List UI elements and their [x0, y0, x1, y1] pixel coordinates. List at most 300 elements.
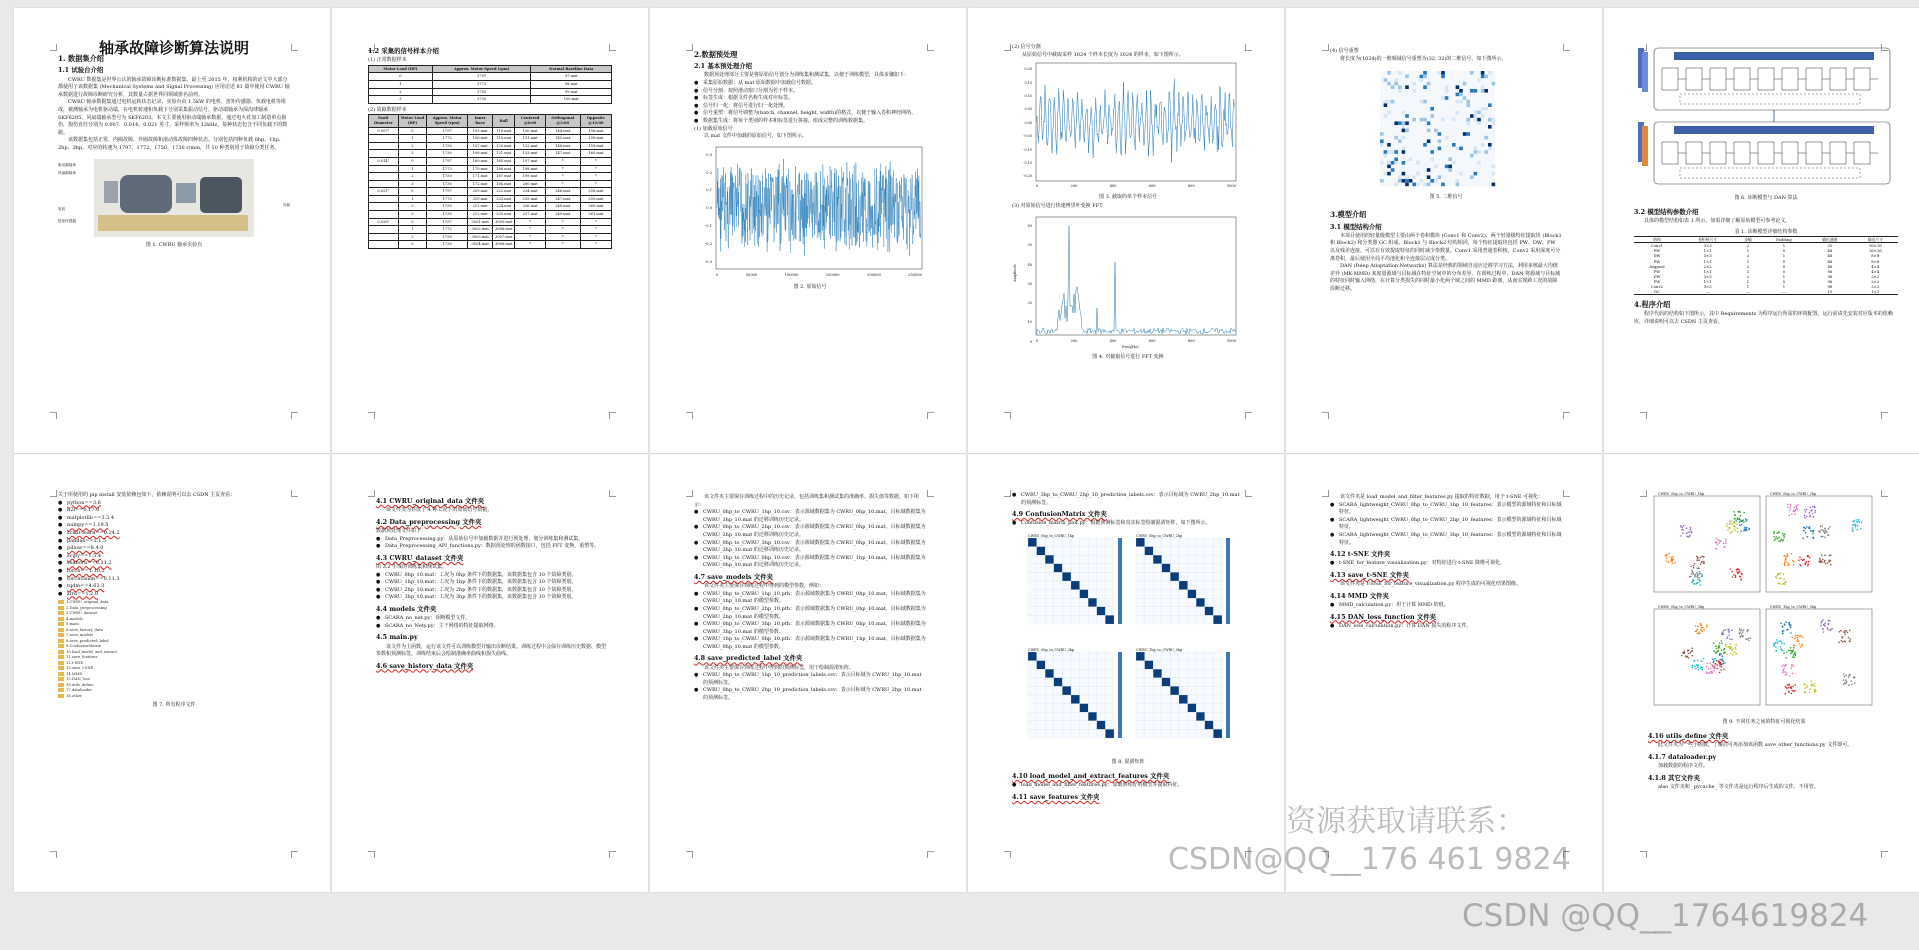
segment-signal-chart	[1012, 59, 1244, 191]
matrix-cell	[1037, 572, 1046, 581]
heatmap-cell	[1402, 172, 1406, 176]
list-item: ● 信号重塑：将信号调整为(batch, channel, height, width)的格式，以便于输入卷积神经网络。	[694, 110, 926, 118]
matrix-cell	[1170, 564, 1179, 573]
matrix-cell	[1037, 564, 1046, 573]
layer-block	[1806, 68, 1822, 90]
heatmap-cell	[1412, 183, 1416, 187]
heatmap-cell	[1466, 132, 1470, 136]
scatter-point	[1743, 522, 1745, 524]
scatter-point	[1735, 644, 1737, 646]
document-page-4[interactable]	[968, 8, 1284, 453]
scatter-point	[1855, 526, 1857, 528]
scatter-point	[1715, 537, 1717, 539]
matrix-cell	[1188, 564, 1197, 573]
heatmap-cell	[1459, 100, 1463, 104]
scatter-point	[1729, 568, 1731, 570]
folder-item[interactable]: 12.t-SNE	[58, 661, 290, 667]
table-header: Padding	[1761, 237, 1808, 243]
matrix-cell	[1097, 729, 1106, 738]
matrix-cell	[1045, 678, 1054, 687]
folder-item[interactable]: 15.DAN_loss	[58, 677, 290, 683]
scatter-point	[1721, 666, 1723, 668]
scatter-point	[1807, 536, 1809, 538]
heatmap-cell	[1463, 132, 1467, 136]
scatter-point	[1745, 529, 1747, 531]
subheading: (4) 信号重塑	[1330, 48, 1359, 54]
matrix-cell	[1179, 547, 1188, 556]
document-page-7[interactable]	[14, 454, 330, 892]
folder-item[interactable]: 11.save_features	[58, 655, 290, 661]
matrix-cell	[1136, 590, 1145, 599]
matrix-cell	[1179, 607, 1188, 616]
heatmap-cell	[1380, 179, 1384, 183]
matrix-cell	[1088, 686, 1097, 695]
scatter-point	[1809, 692, 1811, 694]
folder-item[interactable]: 13.save_t-SNE	[58, 666, 290, 672]
scatter-point	[1852, 521, 1854, 523]
scatter-point	[1696, 664, 1698, 666]
document-page-12[interactable]	[1604, 454, 1919, 892]
scatter-point	[1742, 635, 1744, 637]
scatter-point	[1665, 558, 1667, 560]
scatter-point	[1730, 653, 1732, 655]
scatter-point	[1692, 667, 1694, 669]
matrix-cell	[1179, 564, 1188, 573]
matrix-cell	[1205, 669, 1214, 678]
folder-item[interactable]: 2.Data_preprocessing	[58, 606, 290, 612]
matrix-cell	[1162, 590, 1171, 599]
paragraph: 从原始信号中截取采样 1024 个样本长度为 1024 的样本，如下图所示。	[1022, 51, 1184, 58]
matrix-cell	[1080, 729, 1089, 738]
layer-block	[1686, 68, 1702, 90]
heatmap-cell	[1477, 78, 1481, 82]
document-page-1[interactable]	[14, 8, 330, 453]
scatter-point	[1781, 649, 1783, 651]
matrix-cell	[1179, 572, 1188, 581]
scatter-point	[1814, 685, 1816, 687]
matrix-cell	[1071, 564, 1080, 573]
list-item: ● d2l==0.17.0	[58, 507, 290, 515]
scatter-point	[1803, 527, 1805, 529]
label-load: 负载	[282, 202, 290, 207]
matrix-cell	[1080, 652, 1089, 661]
x-axis-label: Freq(Hz)	[1122, 344, 1139, 349]
heading: 4.程序介绍	[1634, 300, 1671, 310]
scatter-point	[1706, 624, 1708, 626]
scatter-point	[1775, 536, 1777, 538]
scatter-point	[1731, 521, 1733, 523]
heading: 4.13 save_t-SNE 文件夹	[1330, 570, 1409, 579]
scatter-point	[1722, 631, 1724, 633]
scatter-point	[1811, 683, 1813, 685]
heatmap-cell	[1412, 176, 1416, 180]
heatmap-cell	[1477, 111, 1481, 115]
scatter-point	[1700, 573, 1702, 575]
folder-item[interactable]: 14.MMD	[58, 672, 290, 678]
scatter-point	[1703, 561, 1705, 563]
folder-icon	[58, 672, 64, 676]
scatter-point	[1696, 559, 1698, 561]
matrix-cell	[1088, 712, 1097, 721]
matrix-cell	[1145, 598, 1154, 607]
matrix-cell	[1062, 669, 1071, 678]
heading: 4.4 models 文件夹	[376, 604, 437, 613]
matrix-cell	[1188, 607, 1197, 616]
folder-item[interactable]: 6.save_history_data	[58, 628, 290, 634]
paragraph: DAN (Deep Adaptation Networks) 算法是经典的领域自适应迁移学习方法，利用多核最大均值差异 (MK-MMD) 来度量源域与目标域在特征空间中的分布差异。在训练过程中，DAN 将源域与目标域的特征同时输入网络，在计算分类损失的同时最小化两个域之间的 MMD 距离，从而实现跨工况的故障诊断迁移。	[1330, 263, 1561, 292]
matrix-cell	[1028, 581, 1037, 590]
heatmap-cell	[1459, 147, 1463, 151]
matrix-cell	[1153, 721, 1162, 730]
scatter-point	[1713, 670, 1715, 672]
matrix-cell	[1196, 712, 1205, 721]
scatter-point	[1802, 636, 1804, 638]
heading: 3.模型介绍	[1330, 210, 1367, 220]
document-page-2[interactable]	[332, 8, 648, 453]
x-axis-ticks: 0 200 400 600 800 1000	[1036, 184, 1236, 189]
matrix-cell	[1196, 598, 1205, 607]
heatmap-cell	[1474, 172, 1478, 176]
scatter-point	[1822, 559, 1824, 561]
scatter-point	[1793, 564, 1795, 566]
y-axis-label: Amplitude	[1012, 264, 1017, 282]
matrix-cell	[1153, 669, 1162, 678]
scatter-point	[1734, 522, 1736, 524]
scatter-point	[1692, 571, 1694, 573]
scatter-point	[1721, 640, 1723, 642]
matrix-cell	[1028, 695, 1037, 704]
heading: 4.1 CWRU_original_data 文件夹	[376, 497, 485, 505]
matrix-cell	[1170, 615, 1179, 624]
matrix-cell	[1054, 555, 1063, 564]
matrix-cell	[1162, 686, 1171, 695]
heatmap-cell	[1398, 179, 1402, 183]
matrix-cell	[1105, 615, 1114, 624]
folder-icon	[58, 600, 64, 604]
scatter-point	[1725, 541, 1727, 543]
scatter-point	[1746, 519, 1748, 521]
matrix-cell	[1179, 615, 1188, 624]
heatmap-cell	[1427, 176, 1431, 180]
scatter-point	[1719, 672, 1721, 674]
matrix-cell	[1196, 547, 1205, 556]
folder-item[interactable]: 8.save_predicted_label	[58, 639, 290, 645]
heatmap-cell	[1466, 104, 1470, 108]
scatter-point	[1783, 573, 1785, 575]
scatter-point	[1743, 530, 1745, 532]
heatmap-cell	[1409, 158, 1413, 162]
paragraph: 加载数据的程序文件。	[1658, 763, 1709, 770]
document-page-5[interactable]	[1286, 8, 1602, 453]
scatter-point	[1717, 544, 1719, 546]
scatter-point	[1700, 667, 1702, 669]
heatmap-cell	[1492, 82, 1496, 86]
heading: 4.8 save_predicted_label 文件夹	[694, 654, 803, 663]
scatter-point	[1698, 664, 1700, 666]
document-page-8[interactable]	[332, 454, 648, 892]
scatter-point	[1726, 523, 1728, 525]
heatmap-cell	[1445, 89, 1449, 93]
document-page-6[interactable]	[1604, 8, 1919, 453]
matrix-cell	[1153, 712, 1162, 721]
heatmap-cell	[1438, 132, 1442, 136]
scatter-point	[1670, 556, 1672, 558]
heatmap-cell	[1441, 183, 1445, 187]
table-row: 0.028" 0 1797 3001.mat 3005.mat * * *	[369, 218, 612, 226]
heatmap-cell	[1477, 161, 1481, 165]
scatter-point	[1780, 622, 1782, 624]
folder-item[interactable]: 10.load_model_and_extract	[58, 650, 290, 656]
folder-item[interactable]: 18.other	[58, 694, 290, 700]
scatter-point	[1693, 567, 1695, 569]
matrix-cell	[1153, 661, 1162, 670]
scatter-point	[1731, 531, 1733, 533]
scatter-point	[1777, 573, 1779, 575]
matrix-cell	[1088, 607, 1097, 616]
matrix-cell	[1071, 555, 1080, 564]
layer-block	[1830, 142, 1846, 164]
scatter-point	[1824, 560, 1826, 562]
scatter-point	[1739, 511, 1741, 513]
scatter-point	[1716, 660, 1718, 662]
scatter-point	[1726, 526, 1728, 528]
scatter-point	[1782, 632, 1784, 634]
matrix-cell	[1062, 590, 1071, 599]
scatter-point	[1691, 650, 1693, 652]
matrix-cell	[1213, 581, 1222, 590]
scatter-point	[1723, 660, 1725, 662]
matrix-cell	[1037, 615, 1046, 624]
scatter-point	[1723, 663, 1725, 665]
scatter-point	[1700, 584, 1702, 586]
matrix-cell	[1179, 661, 1188, 670]
matrix-cell	[1213, 661, 1222, 670]
heatmap-cell	[1394, 161, 1398, 165]
paragraph: 该数据集包括正常、内圈故障、外圈故障和滚动体故障四种状态。分别包括四种负载 0hp、1hp、2hp、3hp，对应的转速为 1797、1772、1750、1730 r/min，共 10 种类别用于故障分类任务。	[58, 137, 284, 151]
scatter-point	[1847, 632, 1849, 634]
scatter-point	[1686, 532, 1688, 534]
heatmap-cell	[1420, 100, 1424, 104]
matrix-cell	[1153, 547, 1162, 556]
heading: 4.14 MMD 文件夹	[1330, 591, 1389, 600]
scatter-point	[1818, 561, 1820, 563]
matrix-cell	[1196, 669, 1205, 678]
matrix-cell	[1054, 615, 1063, 624]
document-page-10[interactable]	[968, 454, 1284, 892]
scatter-point	[1859, 521, 1861, 523]
matrix-cell	[1153, 607, 1162, 616]
matrix-cell	[1037, 712, 1046, 721]
heatmap-cell	[1380, 132, 1384, 136]
heatmap-cell	[1466, 100, 1470, 104]
paragraph: CWRU 数据集是世界公认的轴承故障诊断标准数据集。最上至 2015 年，权利机构的论文中大部分都使用了该数据集 (Mechanical Systems and Signal Processing) 应用论述 81 篇中使用 CWRU 轴承数据进行故障诊断研究分析，其数量占据世界同领域排名前列。	[58, 76, 290, 98]
heatmap-cell	[1481, 114, 1485, 118]
matrix-title: CWRU_0hp_to_CWRU_3hp	[1028, 647, 1075, 652]
folder-item[interactable]: 17.dataloader	[58, 688, 290, 694]
label-drive-end: 驱动端轴承	[58, 162, 76, 167]
matrix-cell	[1080, 555, 1089, 564]
scatter-point	[1776, 577, 1778, 579]
scatter-point	[1697, 582, 1699, 584]
plot-frame	[1766, 609, 1872, 705]
scatter-point	[1799, 643, 1801, 645]
scatter-point	[1802, 537, 1804, 539]
scatter-point	[1711, 672, 1713, 674]
heatmap-cell	[1434, 179, 1438, 183]
heatmap-cell	[1398, 86, 1402, 90]
matrix-cell	[1188, 721, 1197, 730]
table-row: 2 1750 211.mat 224.mat 236.mat 248.mat 260.mat	[369, 203, 612, 211]
scatter-point	[1842, 637, 1844, 639]
watermark-line-2: CSDN@QQ__176 461 9824	[1168, 842, 1571, 877]
table-header: Orthogonal @3:00	[545, 115, 580, 127]
table-header: 输出尺寸	[1853, 237, 1898, 243]
scatter-point	[1800, 565, 1802, 567]
scatter-point	[1851, 680, 1853, 682]
matrix-cell	[1097, 669, 1106, 678]
table-row: 3 1730 172.mat 188.mat 200.mat * *	[369, 180, 612, 188]
list-item: ● xlrd==1.2.0	[58, 591, 290, 599]
matrix-cell	[1028, 607, 1037, 616]
scatter-point	[1843, 679, 1845, 681]
matrix-cell	[1105, 590, 1114, 599]
scatter-point	[1775, 646, 1777, 648]
matrix-cell	[1080, 678, 1089, 687]
scatter-point	[1826, 627, 1828, 629]
scatter-point	[1789, 623, 1791, 625]
scatter-point	[1824, 537, 1826, 539]
scatter-point	[1780, 540, 1782, 542]
scatter-point	[1854, 524, 1856, 526]
folder-item[interactable]: 3.CWRU_dataset	[58, 611, 290, 617]
scatter-point	[1806, 526, 1808, 528]
matrix-cell	[1179, 669, 1188, 678]
document-page-3[interactable]	[650, 8, 966, 453]
scatter-point	[1790, 653, 1792, 655]
matrix-cell	[1188, 678, 1197, 687]
scatter-point	[1793, 647, 1795, 649]
matrix-cell	[1136, 686, 1145, 695]
matrix-cell	[1045, 712, 1054, 721]
scatter-point	[1683, 529, 1685, 531]
csdn-watermark: CSDN @QQ__1764619824	[1462, 898, 1869, 934]
table-header: Approx. Motor Speed (rpm)	[427, 115, 468, 127]
matrix-cell	[1145, 607, 1154, 616]
matrix-cell	[1196, 564, 1205, 573]
folder-item[interactable]: 5.main	[58, 622, 290, 628]
scatter-point	[1829, 526, 1831, 528]
folder-item[interactable]: 1.CWRU_original_data	[58, 600, 290, 606]
scatter-point	[1794, 638, 1796, 640]
scatter-point	[1720, 669, 1722, 671]
list-item: ● CWRU_3hp_to_CWRU_2hp_10_prediction_labels.csv：表示目标域为 CWRU_2hp_10.mat 的预测标签。	[1012, 492, 1244, 507]
scatter-point	[1854, 677, 1856, 679]
document-page-9[interactable]	[650, 454, 966, 892]
model-diagram	[1634, 44, 1898, 192]
folder-item[interactable]: 16.utils_define	[58, 683, 290, 689]
matrix-cell	[1080, 564, 1089, 573]
matrix-cell	[1145, 669, 1154, 678]
matrix-cell	[1162, 661, 1171, 670]
heatmap-cell	[1481, 143, 1485, 147]
scatter-point	[1790, 504, 1792, 506]
scatter-point	[1803, 559, 1805, 561]
matrix-cell	[1145, 704, 1154, 713]
list-item: ● SCARA_lightweight_CWRU_0hp_to_CWRU_3hp_10_features：表示模型的源域特征和目标域特征。	[1330, 532, 1562, 547]
matrix-cell	[1136, 581, 1145, 590]
layer-block	[1662, 68, 1678, 90]
heatmap-cell	[1416, 172, 1420, 176]
scatter-point	[1731, 630, 1733, 632]
scatter-point	[1724, 652, 1726, 654]
heatmap-cell	[1391, 100, 1395, 104]
scatter-point	[1690, 576, 1692, 578]
heatmap-cell	[1438, 176, 1442, 180]
matrix-cell	[1088, 590, 1097, 599]
folder-item[interactable]: 9.ConfusionMatrix	[58, 644, 290, 650]
matrix-cell	[1145, 547, 1154, 556]
scatter-point	[1698, 633, 1700, 635]
table-row: Avgpool 2×2 2 0 48 4×4	[1649, 263, 1880, 269]
layer-block	[1854, 142, 1870, 164]
heatmap-cell	[1481, 71, 1485, 75]
scatter-point	[1855, 519, 1857, 521]
heatmap-cell	[1384, 172, 1388, 176]
scatter-point	[1668, 561, 1670, 563]
table-header: Motor Load (HP)	[398, 115, 427, 127]
matrix-cell	[1037, 729, 1046, 738]
scatter-point	[1733, 574, 1735, 576]
heatmap-cell	[1420, 118, 1424, 122]
layer-block	[1806, 142, 1822, 164]
scatter-point	[1747, 631, 1749, 633]
matrix-cell	[1088, 598, 1097, 607]
layer-block	[1686, 142, 1702, 164]
table-row: 3 1730 100.mat	[369, 96, 612, 104]
scatter-point	[1803, 530, 1805, 532]
scatter-point	[1727, 529, 1729, 531]
scatter-point	[1823, 624, 1825, 626]
scatter-point	[1693, 565, 1695, 567]
matrix-cell	[1097, 721, 1106, 730]
scatter-point	[1777, 575, 1779, 577]
scatter-point	[1823, 531, 1825, 533]
scatter-point	[1792, 637, 1794, 639]
signal-line	[717, 159, 921, 256]
folder-item[interactable]: 7.save_models	[58, 633, 290, 639]
figure-caption: 图 9. 不同任务之间的特征可视化结果	[1722, 719, 1806, 725]
scatter-point	[1794, 684, 1796, 686]
segment-signal-plot	[1012, 59, 1244, 191]
heatmap-cell	[1409, 179, 1413, 183]
scatter-point	[1824, 528, 1826, 530]
heatmap-cell	[1459, 93, 1463, 97]
paragraph: 此文件夹为一些小函数，了解后可再添加该函数 save_other_functions.py 文件即可。	[1658, 742, 1853, 749]
matrix-cell	[1153, 590, 1162, 599]
scatter-point	[1854, 683, 1856, 685]
heatmap-cell	[1402, 122, 1406, 126]
matrix-cell	[1037, 555, 1046, 564]
scatter-point	[1794, 651, 1796, 653]
scatter-point	[1789, 507, 1791, 509]
folder-item[interactable]: 4.models	[58, 617, 290, 623]
scatter-point	[1775, 538, 1777, 540]
heatmap-cell	[1391, 86, 1395, 90]
list-item: ● pillow==8.4.0	[58, 545, 290, 553]
folder-icon	[58, 666, 64, 670]
table-row: GC — — — 10 1×1	[1653, 289, 1880, 295]
scatter-point	[1806, 686, 1808, 688]
